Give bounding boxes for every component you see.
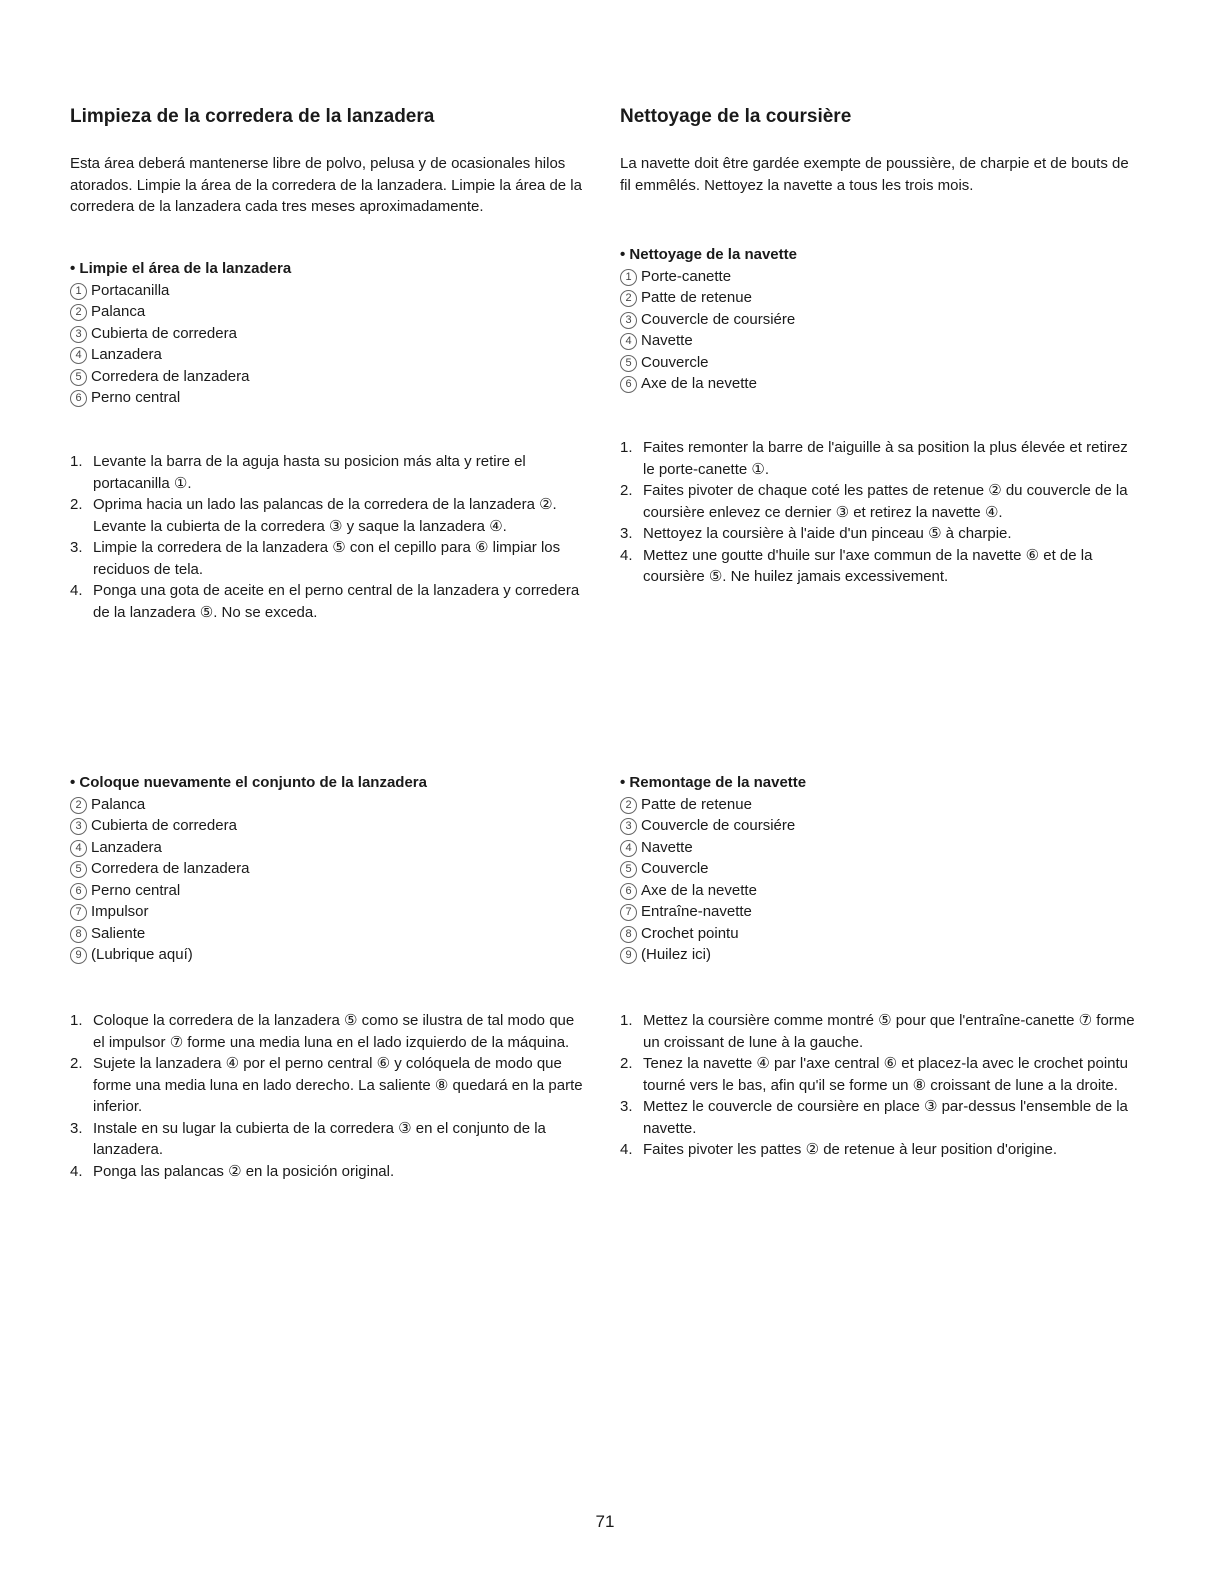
- part-label: Lanzadera: [91, 346, 162, 363]
- step-number: 2.: [70, 496, 83, 513]
- step-text: Faites pivoter de chaque coté les pattes de retenue ② du couvercle de la coursière enlevez ce dernier ③ et retirez la navette ④.: [643, 482, 1128, 521]
- step-text: Sujete la lanzadera ④ por el perno central ⑥ y colóquela de modo que forme una media luna en lado derecho. La saliente ⑧ quedará en la parte inferior.: [93, 1055, 583, 1115]
- step-text: Ponga una gota de aceite en el perno central de la lanzadera y corredera de la lanzadera ⑤. No se exceda.: [93, 582, 580, 621]
- callout-number: 3: [620, 312, 637, 329]
- part-item: [70, 794, 590, 816]
- callout-number: 7: [70, 904, 87, 921]
- step-number: 4.: [620, 1141, 633, 1158]
- callout-number: 8: [620, 926, 637, 943]
- parts-list: [620, 266, 1140, 395]
- callout-number: 3: [70, 326, 87, 343]
- part-label: Corredera de lanzadera: [91, 367, 250, 385]
- part-item: [620, 901, 1140, 923]
- step-text: Mettez la coursière comme montré ⑤ pour que l'entraîne-canette ⑦ forme un croissant de lune à la gauche.: [643, 1012, 1135, 1051]
- step-number: 2.: [620, 1055, 633, 1072]
- step-item: [620, 480, 1140, 523]
- steps-reassemble-es: [70, 1010, 590, 1182]
- steps-clean-es: [70, 451, 590, 623]
- callout-number: 5: [70, 369, 87, 386]
- part-item: [620, 794, 1140, 816]
- callout-number: 3: [620, 818, 637, 835]
- callout-number: 4: [620, 840, 637, 857]
- part-item: [620, 309, 1140, 331]
- step-number: 3.: [70, 1119, 83, 1137]
- step-item: [620, 545, 1140, 588]
- part-item: [620, 373, 1140, 395]
- part-label: Saliente: [91, 924, 146, 942]
- callout-number: 2: [620, 290, 637, 307]
- subheading-clean-es: • Limpie el área de la lanzadera: [70, 260, 292, 277]
- callout-number: 6: [620, 376, 637, 393]
- part-label: Perno central: [91, 881, 181, 899]
- parts-list: [620, 794, 1140, 966]
- steps-list: [70, 451, 590, 623]
- step-number: 2.: [70, 1055, 83, 1072]
- subheading-reassemble-es: • Coloque nuevamente el conjunto de la lanzadera: [70, 774, 427, 791]
- steps-list: [70, 1010, 590, 1182]
- step-number: 2.: [620, 482, 633, 499]
- callout-number: 2: [70, 304, 87, 321]
- step-number: 4.: [70, 1162, 83, 1180]
- parts-list-clean-es: [70, 258, 590, 409]
- part-item: [70, 815, 590, 837]
- part-label: Portacanilla: [91, 281, 170, 299]
- part-label: Porte-canette: [641, 267, 732, 285]
- callout-number: 5: [70, 861, 87, 878]
- part-item: [70, 923, 590, 945]
- callout-number: 6: [70, 883, 87, 900]
- step-text: Coloque la corredera de la lanzadera ⑤ como se ilustra de tal modo que el impulsor ⑦ forme una media luna en el lado izquierdo de la máquina.: [93, 1012, 575, 1051]
- callout-number: 8: [70, 926, 87, 943]
- step-text: Oprima hacia un lado las palancas de la corredera de la lanzadera ②. Levante la cubierta de la corredera ③ y saque la lanzadera ④.: [93, 496, 557, 535]
- part-label: Patte de retenue: [641, 795, 752, 813]
- part-item: [70, 323, 590, 345]
- part-item: [70, 387, 590, 409]
- step-text: Levante la barra de la aguja hasta su posicion más alta y retire el portacanilla ①.: [93, 453, 526, 492]
- callout-number: 7: [620, 904, 637, 921]
- step-number: 3.: [620, 525, 633, 542]
- step-item: [620, 1010, 1140, 1053]
- callout-number: 4: [70, 347, 87, 364]
- callout-number: 5: [620, 355, 637, 372]
- part-item: [620, 330, 1140, 352]
- parts-list: [70, 794, 590, 966]
- part-label: Cubierta de corredera: [91, 324, 237, 342]
- part-label: Impulsor: [91, 903, 149, 920]
- callout-number: 9: [620, 947, 637, 964]
- callout-number: 4: [620, 333, 637, 350]
- part-label: Cubierta de corredera: [91, 817, 237, 834]
- steps-list: [620, 1010, 1140, 1161]
- callout-number: 2: [70, 797, 87, 814]
- step-number: 3.: [620, 1098, 633, 1115]
- step-item: [70, 1161, 590, 1183]
- step-item: [70, 1118, 590, 1161]
- intro-fr: La navette doit être gardée exempte de poussière, de charpie et de bouts de fil emmêlés. Nettoyez la navette a tous les trois mois.: [620, 155, 1129, 194]
- step-number: 3.: [70, 539, 83, 556]
- step-text: Limpie la corredera de la lanzadera ⑤ con el cepillo para ⑥ limpiar los reciduos de tela.: [93, 539, 561, 578]
- step-item: [620, 437, 1140, 480]
- page-number: 71: [595, 1512, 615, 1531]
- callout-number: 5: [620, 861, 637, 878]
- part-label: Couvercle: [641, 353, 709, 371]
- part-label: Navette: [641, 838, 693, 856]
- part-label: Couvercle de coursiére: [641, 310, 796, 328]
- parts-list: [70, 280, 590, 409]
- part-label: Navette: [641, 332, 693, 349]
- part-label: Axe de la nevette: [641, 375, 757, 392]
- part-item: [70, 901, 590, 923]
- callout-number: 6: [620, 883, 637, 900]
- part-label: Axe de la nevette: [641, 881, 757, 899]
- step-item: [70, 537, 590, 580]
- part-item: [620, 923, 1140, 945]
- step-item: [70, 451, 590, 494]
- part-label: Lanzadera: [91, 838, 162, 856]
- part-item: [620, 266, 1140, 288]
- part-label: Patte de retenue: [641, 289, 752, 306]
- step-text: Faites remonter la barre de l'aiguille à sa position la plus élevée et retirez le porte-canette ①.: [643, 439, 1128, 478]
- part-label: Crochet pointu: [641, 924, 739, 942]
- part-label: Perno central: [91, 389, 181, 406]
- step-item: [620, 1096, 1140, 1139]
- part-item: [70, 858, 590, 880]
- part-label: (Huilez ici): [641, 946, 712, 963]
- part-item: [70, 280, 590, 302]
- step-item: [70, 580, 590, 623]
- callout-number: 2: [620, 797, 637, 814]
- part-label: Entraîne-navette: [641, 903, 752, 920]
- part-item: [620, 287, 1140, 309]
- part-item: [620, 815, 1140, 837]
- part-label: Palanca: [91, 303, 146, 320]
- callout-number: 1: [620, 269, 637, 286]
- step-text: Mettez le couvercle de coursière en place ③ par-dessus l'ensemble de la navette.: [643, 1098, 1128, 1137]
- section-title-es: Limpieza de la corredera de la lanzadera: [70, 106, 435, 127]
- parts-list-clean-fr: [620, 244, 1140, 395]
- callout-number: 6: [70, 390, 87, 407]
- parts-list-reassemble-fr: [620, 772, 1140, 966]
- steps-list: [620, 437, 1140, 588]
- subheading-clean-fr: • Nettoyage de la navette: [620, 246, 797, 263]
- step-item: [70, 494, 590, 537]
- part-label: Couvercle: [641, 860, 709, 877]
- part-label: (Lubrique aquí): [91, 946, 193, 963]
- step-text: Instale en su lugar la cubierta de la corredera ③ en el conjunto de la lanzadera.: [93, 1119, 546, 1158]
- step-item: [70, 1053, 590, 1118]
- part-label: Palanca: [91, 795, 146, 813]
- step-number: 1.: [70, 453, 83, 470]
- part-item: [620, 880, 1140, 902]
- part-item: [70, 366, 590, 388]
- step-item: [620, 1139, 1140, 1161]
- part-label: Couvercle de coursiére: [641, 817, 796, 834]
- step-item: [620, 523, 1140, 545]
- parts-list-reassemble-es: [70, 772, 590, 966]
- part-item: [620, 944, 1140, 966]
- step-text: Ponga las palancas ② en la posición original.: [93, 1162, 395, 1180]
- step-text: Faites pivoter les pattes ② de retenue à leur position d'origine.: [643, 1141, 1058, 1158]
- part-item: [620, 352, 1140, 374]
- step-number: 1.: [620, 439, 633, 456]
- part-item: [620, 837, 1140, 859]
- step-text: Mettez une goutte d'huile sur l'axe commun de la navette ⑥ et de la coursière ⑤. Ne huilez jamais excessivement.: [643, 546, 1093, 585]
- callout-number: 1: [70, 283, 87, 300]
- steps-reassemble-fr: [620, 1010, 1140, 1161]
- step-item: [620, 1053, 1140, 1096]
- part-item: [70, 837, 590, 859]
- part-item: [70, 301, 590, 323]
- intro-es: Esta área deberá mantenerse libre de polvo, pelusa y de ocasionales hilos atorados. Limpie la área de la corredera de la lanzadera. Limpie la área de la corredera de la lanzadera cada tres meses aproximadamente.: [70, 155, 582, 215]
- part-item: [70, 344, 590, 366]
- step-text: Nettoyez la coursière à l'aide d'un pinceau ⑤ à charpie.: [643, 525, 1012, 542]
- callout-number: 3: [70, 818, 87, 835]
- part-item: [70, 880, 590, 902]
- step-number: 1.: [620, 1012, 633, 1029]
- part-label: Corredera de lanzadera: [91, 860, 250, 877]
- section-title-fr: Nettoyage de la coursière: [620, 106, 852, 127]
- step-number: 1.: [70, 1012, 83, 1029]
- callout-number: 4: [70, 840, 87, 857]
- part-item: [70, 944, 590, 966]
- steps-clean-fr: [620, 437, 1140, 588]
- step-text: Tenez la navette ④ par l'axe central ⑥ et placez-la avec le crochet pointu tourné vers le bas, afin qu'il se forme un ⑧ croissant de lune a la droite.: [643, 1055, 1129, 1094]
- step-number: 4.: [70, 582, 83, 599]
- step-number: 4.: [620, 546, 633, 564]
- part-item: [620, 858, 1140, 880]
- subheading-reassemble-fr: • Remontage de la navette: [620, 774, 807, 791]
- step-item: [70, 1010, 590, 1053]
- callout-number: 9: [70, 947, 87, 964]
